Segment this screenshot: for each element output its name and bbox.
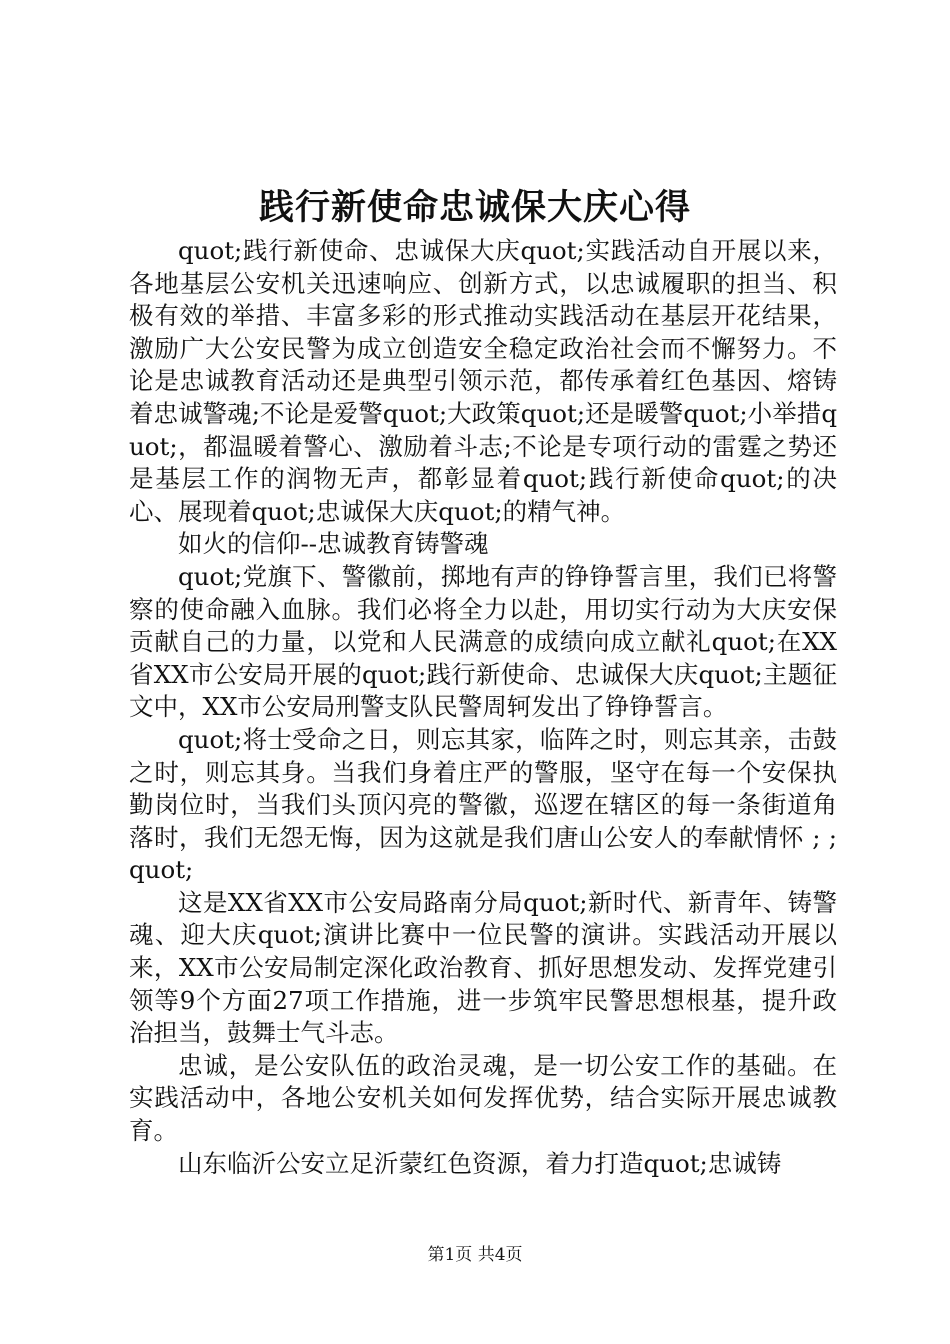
page-footer: 第1页 共4页 (427, 1245, 523, 1265)
paragraph-shandong: 山东临沂公安立足沂蒙红色资源，着力打造quot;忠诚铸 (178, 1148, 782, 1178)
paragraph-intro: quot;践行新使命、忠诚保大庆quot;实践活动自开展以来，各地基层公安机关迅速响应、创新方式，以忠诚履职的担当、积极有效的举措、丰富多彩的形式推动实践活动在基层开花结果，激励广大公安民警为成立创造安全稳定政治社会而不懈努力。不论是忠诚教育活动还是典型引领示范，都传承着红色基因、熔铸着忠诚警魂;不论是爱警quot;大政策quot;还是暖警quot;小举措quot;，都温暖着警心、激励着斗志;不论是专项行动的雷霆之势还是基层工作的润物无声，都彰显着quot;践行新使命quot;的决心、展现着quot;忠诚保大庆quot;的精气神。 (129, 236, 837, 526)
paragraph-loyalty: 忠诚，是公安队伍的政治灵魂，是一切公安工作的基础。在实践活动中，各地公安机关如何发挥优势，结合实际开展忠诚教育。 (129, 1050, 837, 1146)
document-title: 践行新使命忠诚保大庆心得 (258, 187, 691, 228)
document-body (129, 235, 837, 1180)
section-heading: 如火的信仰--忠诚教育铸警魂 (178, 529, 489, 559)
paragraph-speech: 这是XX省XX市公安局路南分局quot;新时代、新青年、铸警魂、迎大庆quot;演讲比赛中一位民警的演讲。实践活动开展以来，XX市公安局制定深化政治教育、抓好思想发动、发挥党建引领等9个方面27项工作措施，进一步筑牢民警思想根基，提升政治担当，鼓舞士气斗志。 (129, 887, 837, 1048)
paragraph-oath: quot;党旗下、警徽前，掷地有声的铮铮誓言里，我们已将警察的使命融入血脉。我们必将全力以赴，用切实行动为大庆安保贡献自己的力量，以党和人民满意的成绩向成立献礼quot;在XX省XX市公安局开展的quot;践行新使命、忠诚保大庆quot;主题征文中，XX市公安局刑警支队民警周轲发出了铮铮誓言。 (129, 561, 837, 722)
paragraph-quote: quot;将士受命之日，则忘其家，临阵之时，则忘其亲，击鼓之时，则忘其身。当我们身着庄严的警服，坚守在每一个安保执勤岗位时，当我们头顶闪亮的警徽，巡逻在辖区的每一条街道角落时，我们无怨无悔，因为这就是我们唐山公安人的奉献情怀 ; ;quot; (129, 724, 837, 885)
